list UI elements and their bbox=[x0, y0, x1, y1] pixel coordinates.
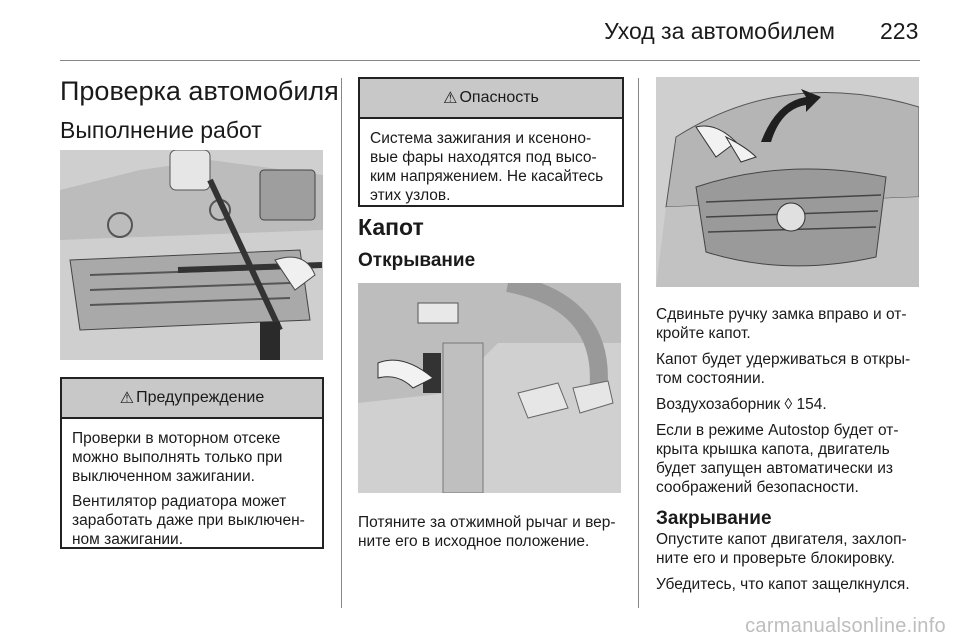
hood-opening-illustration bbox=[656, 77, 919, 287]
danger-box bbox=[358, 77, 624, 207]
warning-paragraph: Вентилятор радиатора может заработать даже при выключен-ном зажигании. bbox=[72, 493, 305, 548]
closing-paragraph: Убедитесь, что капот защелкнулся. bbox=[656, 576, 910, 593]
warning-box bbox=[60, 377, 324, 549]
instruction-paragraph: Сдвиньте ручку замка вправо и от-кройте капот. bbox=[656, 306, 907, 342]
page-number: 223 bbox=[880, 18, 919, 44]
engine-bay-illustration bbox=[60, 150, 323, 360]
release-lever-illustration bbox=[358, 283, 621, 493]
danger-paragraph: Система зажигания и ксеноно-вые фары находятся под высо-ким напряжением. Не касайтесь этих узлов. bbox=[370, 130, 604, 204]
warning-box-header bbox=[62, 379, 322, 419]
hood-instructions bbox=[656, 305, 922, 601]
warning-paragraph: Проверки в моторном отсеке можно выполнять только при выключенном зажигании. bbox=[72, 430, 283, 485]
header-divider bbox=[60, 60, 920, 61]
caption-text: Потяните за отжимной рычаг и вер-ните его в исходное положение. bbox=[358, 514, 616, 550]
subsection-title-opening: Открывание bbox=[358, 250, 476, 271]
section-title: Проверка автомобиля bbox=[60, 76, 339, 106]
danger-box-title: Опасность bbox=[459, 89, 539, 106]
instruction-paragraph: Воздухозаборник ◊ 154. bbox=[656, 396, 827, 413]
closing-paragraph: Опустите капот двигателя, захлоп-ните его и проверьте блокировку. bbox=[656, 531, 907, 567]
warning-triangle-icon: ⚠ bbox=[443, 90, 458, 107]
subsection-title: Выполнение работ bbox=[60, 117, 262, 143]
section-title-hood: Капот bbox=[358, 214, 424, 240]
danger-box-header bbox=[360, 79, 622, 119]
warning-box-title: Предупреждение bbox=[136, 389, 265, 406]
instruction-paragraph: Если в режиме Autostop будет от-крыта крышка капота, двигатель будет запущен автоматически из соображений безопасности. bbox=[656, 422, 899, 496]
warning-triangle-icon: ⚠ bbox=[119, 390, 135, 407]
hood-caption bbox=[358, 513, 624, 558]
column-divider bbox=[638, 78, 639, 608]
instruction-paragraph: Капот будет удерживаться в откры-том состоянии. bbox=[656, 351, 911, 387]
watermark: carmanualsonline.info bbox=[745, 615, 946, 637]
running-header-title: Уход за автомобилем bbox=[604, 18, 835, 44]
subsection-title-closing: Закрывание bbox=[656, 508, 772, 529]
column-divider bbox=[341, 78, 342, 608]
